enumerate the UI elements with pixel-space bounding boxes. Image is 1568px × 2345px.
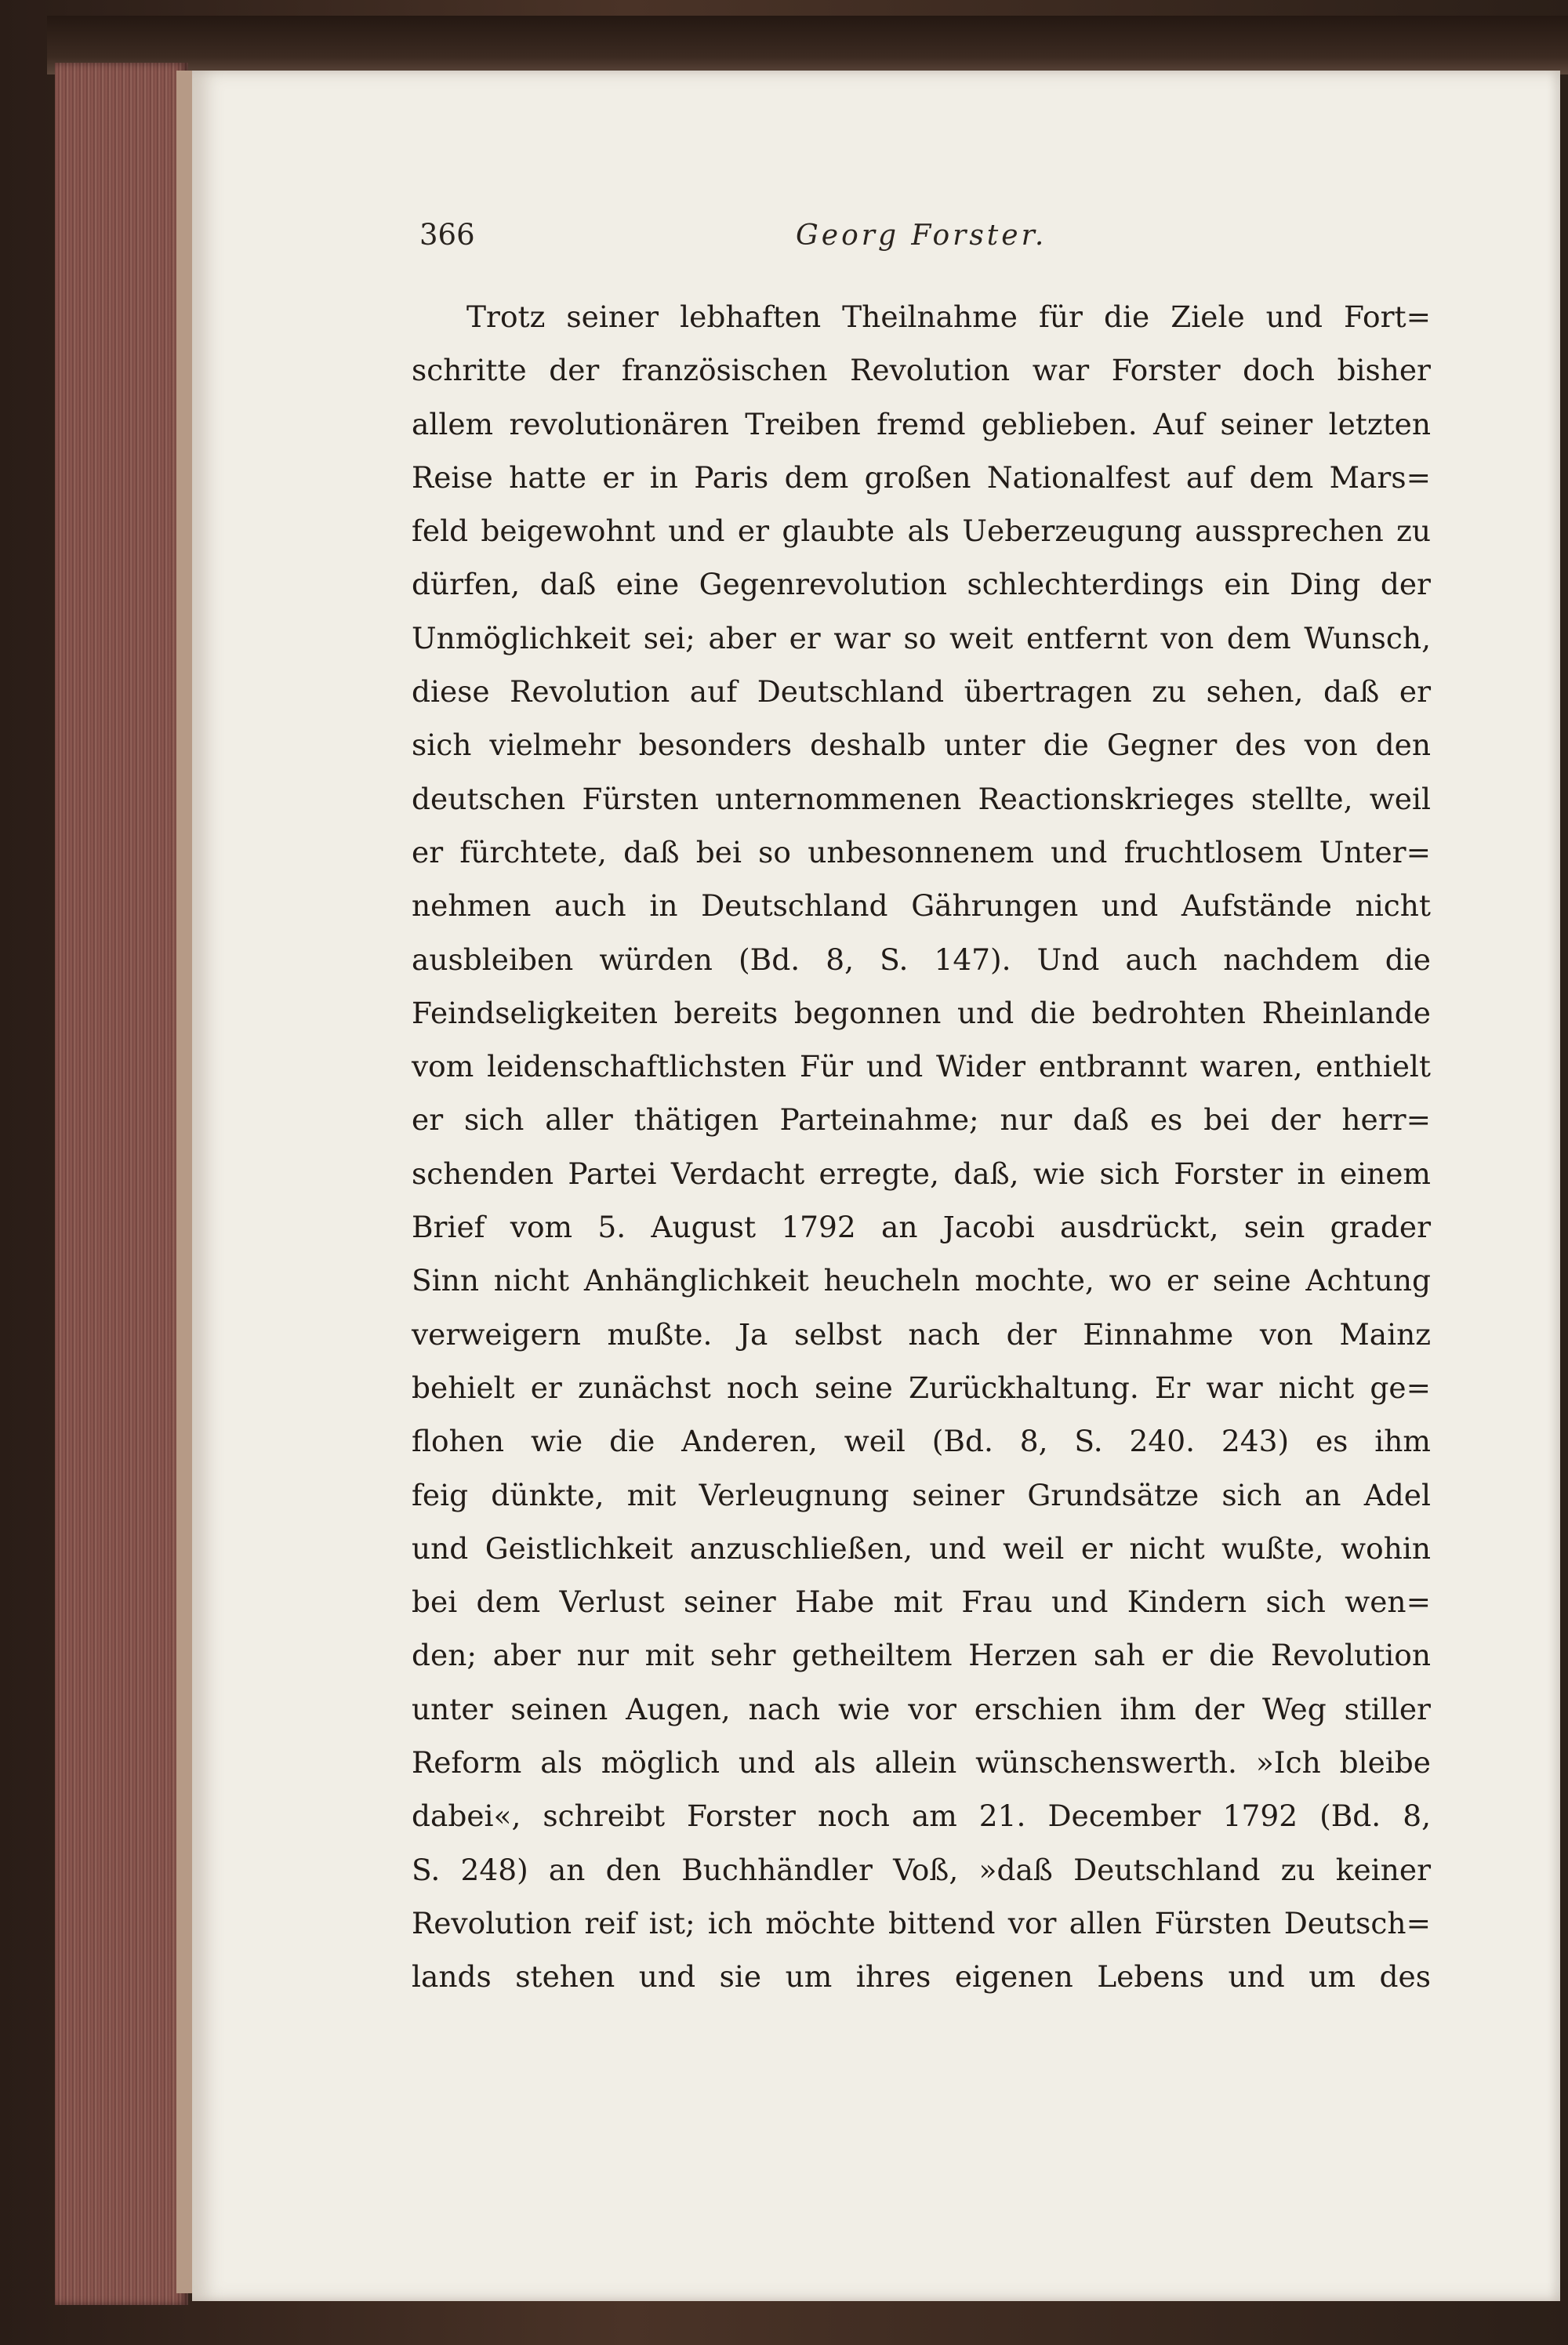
page-number: 366 [419,218,475,252]
text-line: ausbleiben würden (Bd. 8, S. 147). Und auch nachdem die [412,942,1431,977]
text-line: schritte der französischen Revolution war Forster doch bisher [412,353,1431,388]
running-head: Georg Forster. [796,220,1047,252]
text-line: nehmen auch in Deutschland Gährungen und Aufstände nicht [412,888,1431,924]
text-line: bei dem Verlust seiner Habe mit Frau und Kindern sich wen= [412,1585,1431,1620]
text-line: vom leidenschaftlichsten Für und Wider entbrannt waren, enthielt [412,1049,1431,1084]
book-cover-edge [47,16,1568,74]
text-line: S. 248) an den Buchhändler Voß, »daß Deutschland zu keiner [412,1852,1431,1887]
text-line: Trotz seiner lebhaften Theilnahme für die Ziele und Fort= [466,299,1431,334]
binding-strip [176,71,192,2293]
body-text [412,290,1431,2004]
text-line: und Geistlichkeit anzuschließen, und weil er nicht wußte, wohin [412,1530,1431,1566]
text-line: den; aber nur mit sehr getheiltem Herzen sah er die Revolution [412,1638,1431,1673]
text-line: er fürchtete, daß bei so unbesonnenem und fruchtlosem Unter= [412,834,1431,869]
text-line: verweigern mußte. Ja selbst nach der Einnahme von Mainz [412,1316,1431,1352]
text-line: er sich aller thätigen Parteinahme; nur daß es bei der herr= [412,1102,1431,1138]
text-line: schenden Partei Verdacht erregte, daß, wie sich Forster in einem [412,1156,1431,1191]
text-line: Reise hatte er in Paris dem großen Nationalfest auf dem Mars= [412,459,1431,495]
text-line: dürfen, daß eine Gegenrevolution schlechterdings ein Ding der [412,567,1431,602]
text-line: unter seinen Augen, nach wie vor erschien ihm der Weg stiller [412,1691,1431,1726]
page-header [419,218,1446,265]
text-line: behielt er zunächst noch seine Zurückhaltung. Er war nicht ge= [412,1370,1431,1405]
text-line: Unmöglichkeit sei; aber er war so weit entfernt von dem Wunsch, [412,620,1431,655]
text-line: lands stehen und sie um ihres eigenen Lebens und um des [412,1959,1431,1995]
text-line: Feindseligkeiten bereits begonnen und die bedrohten Rheinlande [412,995,1431,1030]
text-line: sich vielmehr besonders deshalb unter die Gegner des von den [412,728,1431,763]
page-block-edges [55,63,188,2305]
text-line: flohen wie die Anderen, weil (Bd. 8, S. 240. 243) es ihm [412,1424,1431,1459]
text-line: Brief vom 5. August 1792 an Jacobi ausdrückt, sein grader [412,1210,1431,1245]
text-line: dabei«, schreibt Forster noch am 21. December 1792 (Bd. 8, [412,1799,1431,1834]
text-line: allem revolutionären Treiben fremd geblieben. Auf seiner letzten [412,406,1431,441]
text-line: Sinn nicht Anhänglichkeit heucheln mochte, wo er seine Achtung [412,1263,1431,1298]
text-line: diese Revolution auf Deutschland übertragen zu sehen, daß er [412,674,1431,710]
text-line: Revolution reif ist; ich möchte bittend vor allen Fürsten Deutsch= [412,1905,1431,1940]
text-line: feld beigewohnt und er glaubte als Ueberzeugung aussprechen zu [412,514,1431,549]
text-line: deutschen Fürsten unternommenen Reactionskrieges stellte, weil [412,781,1431,816]
text-line: feig dünkte, mit Verleugnung seiner Grundsätze sich an Adel [412,1477,1431,1512]
text-line: Reform als möglich und als allein wünschenswerth. »Ich bleibe [412,1745,1431,1781]
